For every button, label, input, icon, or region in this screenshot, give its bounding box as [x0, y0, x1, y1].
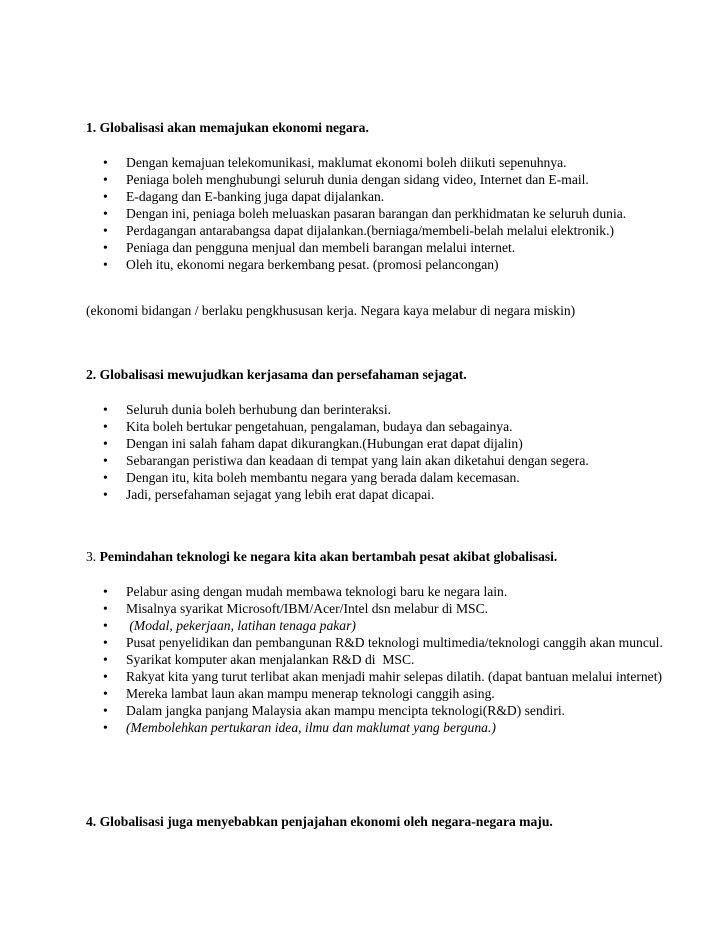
bullet-icon: •	[103, 189, 108, 204]
bullet-icon: •	[103, 223, 108, 238]
section-number: 4.	[86, 814, 97, 829]
list-item	[103, 222, 692, 239]
section-heading	[86, 548, 652, 565]
list-item-text: Misalnya syarikat Microsoft/IBM/Acer/Intel dsn melabur di MSC.	[126, 601, 489, 616]
list-item-text: Dengan ini, peniaga boleh meluaskan pasaran barangan dan perkhidmatan ke seluruh dunia.	[126, 206, 627, 221]
list-item	[103, 435, 692, 452]
section-number: 2.	[86, 367, 97, 382]
list-item	[103, 171, 692, 188]
list-item	[103, 452, 692, 469]
section-number: 3.	[86, 549, 97, 564]
section-number: 1.	[86, 120, 97, 135]
section-heading	[86, 813, 652, 830]
list-item	[103, 401, 692, 418]
list-item-text: Kita boleh bertukar pengetahuan, pengalaman, budaya dan sebagainya.	[126, 419, 513, 434]
list-item-text: Dengan ini salah faham dapat dikurangkan.(Hubungan erat dapat dijalin)	[126, 436, 523, 451]
bullet-icon: •	[103, 703, 108, 718]
list-item-text: Mereka lambat laun akan mampu menerap teknologi canggih asing.	[126, 686, 495, 701]
list-item-text: Pusat penyelidikan dan pembangunan R&D teknologi multimedia/teknologi canggih akan muncul.	[126, 635, 663, 650]
section-4	[86, 813, 652, 830]
section-title: Globalisasi juga menyebabkan penjajahan ekonomi oleh negara-negara maju.	[99, 814, 553, 829]
list-item-text: Oleh itu, ekonomi negara berkembang pesat. (promosi pelancongan)	[126, 257, 499, 272]
bullet-icon: •	[103, 635, 108, 650]
list-item	[103, 188, 692, 205]
bullet-list	[86, 583, 692, 736]
list-item-text: Rakyat kita yang turut terlibat akan menjadi mahir selepas dilatih. (dapat bantuan melalui internet)	[126, 669, 663, 684]
list-item	[103, 617, 692, 634]
bullet-icon: •	[103, 172, 108, 187]
list-item	[103, 719, 692, 736]
list-item	[103, 239, 692, 256]
list-item	[103, 154, 692, 171]
bullet-icon: •	[103, 240, 108, 255]
section-note: (ekonomi bidangan / berlaku pengkhususan kerja. Negara kaya melabur di negara miskin)	[86, 303, 576, 318]
bullet-icon: •	[103, 436, 108, 451]
list-item	[103, 583, 692, 600]
section-2	[86, 366, 652, 502]
bullet-icon: •	[103, 618, 108, 633]
list-item	[103, 469, 692, 486]
list-item-text: Dengan itu, kita boleh membantu negara yang berada dalam kecemasan.	[126, 470, 520, 485]
section-3	[86, 548, 663, 735]
list-item-text: Peniaga dan pengguna menjual dan membeli barangan melalui internet.	[126, 240, 516, 255]
list-item	[103, 668, 692, 685]
list-item-text: Dengan kemajuan telekomunikasi, maklumat ekonomi boleh diikuti sepenuhnya.	[126, 155, 567, 170]
list-item-text: Seluruh dunia boleh berhubung dan berinteraksi.	[126, 402, 392, 417]
section-1	[86, 119, 652, 318]
section-title: Globalisasi mewujudkan kerjasama dan persefahaman sejagat.	[99, 367, 467, 382]
bullet-icon: •	[103, 720, 108, 735]
bullet-icon: •	[103, 402, 108, 417]
bullet-icon: •	[103, 584, 108, 599]
list-item-text: Jadi, persefahaman sejagat yang lebih erat dapat dicapai.	[126, 487, 435, 502]
bullet-icon: •	[103, 669, 108, 684]
list-item-text: E-dagang dan E-banking juga dapat dijalankan.	[126, 189, 385, 204]
list-item	[103, 685, 692, 702]
list-item-text: (Membolehkan pertukaran idea, ilmu dan maklumat yang berguna.)	[126, 720, 496, 735]
list-item	[103, 634, 692, 651]
bullet-icon: •	[103, 470, 108, 485]
list-item-text: Pelabur asing dengan mudah membawa teknologi baru ke negara lain.	[126, 584, 508, 599]
list-item-text: (Modal, pekerjaan, latihan tenaga pakar)	[126, 618, 356, 633]
bullet-icon: •	[103, 257, 108, 272]
bullet-list	[86, 401, 692, 503]
section-title: Globalisasi akan memajukan ekonomi negara.	[99, 120, 369, 135]
bullet-icon: •	[103, 155, 108, 170]
list-item	[103, 418, 692, 435]
list-item-text: Perdagangan antarabangsa dapat dijalankan.(berniaga/membeli-belah melalui elektronik.)	[126, 223, 615, 238]
bullet-icon: •	[103, 487, 108, 502]
list-item-text: Peniaga boleh menghubungi seluruh dunia dengan sidang video, Internet dan E-mail.	[126, 172, 589, 187]
list-item	[103, 205, 692, 222]
list-item	[103, 486, 692, 503]
bullet-icon: •	[103, 652, 108, 667]
list-item	[103, 651, 692, 668]
bullet-icon: •	[103, 206, 108, 221]
bullet-icon: •	[103, 601, 108, 616]
bullet-list	[86, 154, 692, 273]
bullet-icon: •	[103, 419, 108, 434]
bullet-icon: •	[103, 453, 108, 468]
list-item-text: Dalam jangka panjang Malaysia akan mampu mencipta teknologi(R&D) sendiri.	[126, 703, 566, 718]
section-heading	[86, 119, 652, 136]
section-title: Pemindahan teknologi ke negara kita akan bertambah pesat akibat globalisasi.	[99, 549, 558, 564]
list-item	[103, 600, 692, 617]
list-item-text: Syarikat komputer akan menjalankan R&D di MSC.	[126, 652, 415, 667]
section-heading	[86, 366, 652, 383]
list-item	[103, 256, 692, 273]
list-item-text: Sebarangan peristiwa dan keadaan di tempat yang lain akan diketahui dengan segera.	[126, 453, 589, 468]
list-item	[103, 702, 692, 719]
bullet-icon: •	[103, 686, 108, 701]
